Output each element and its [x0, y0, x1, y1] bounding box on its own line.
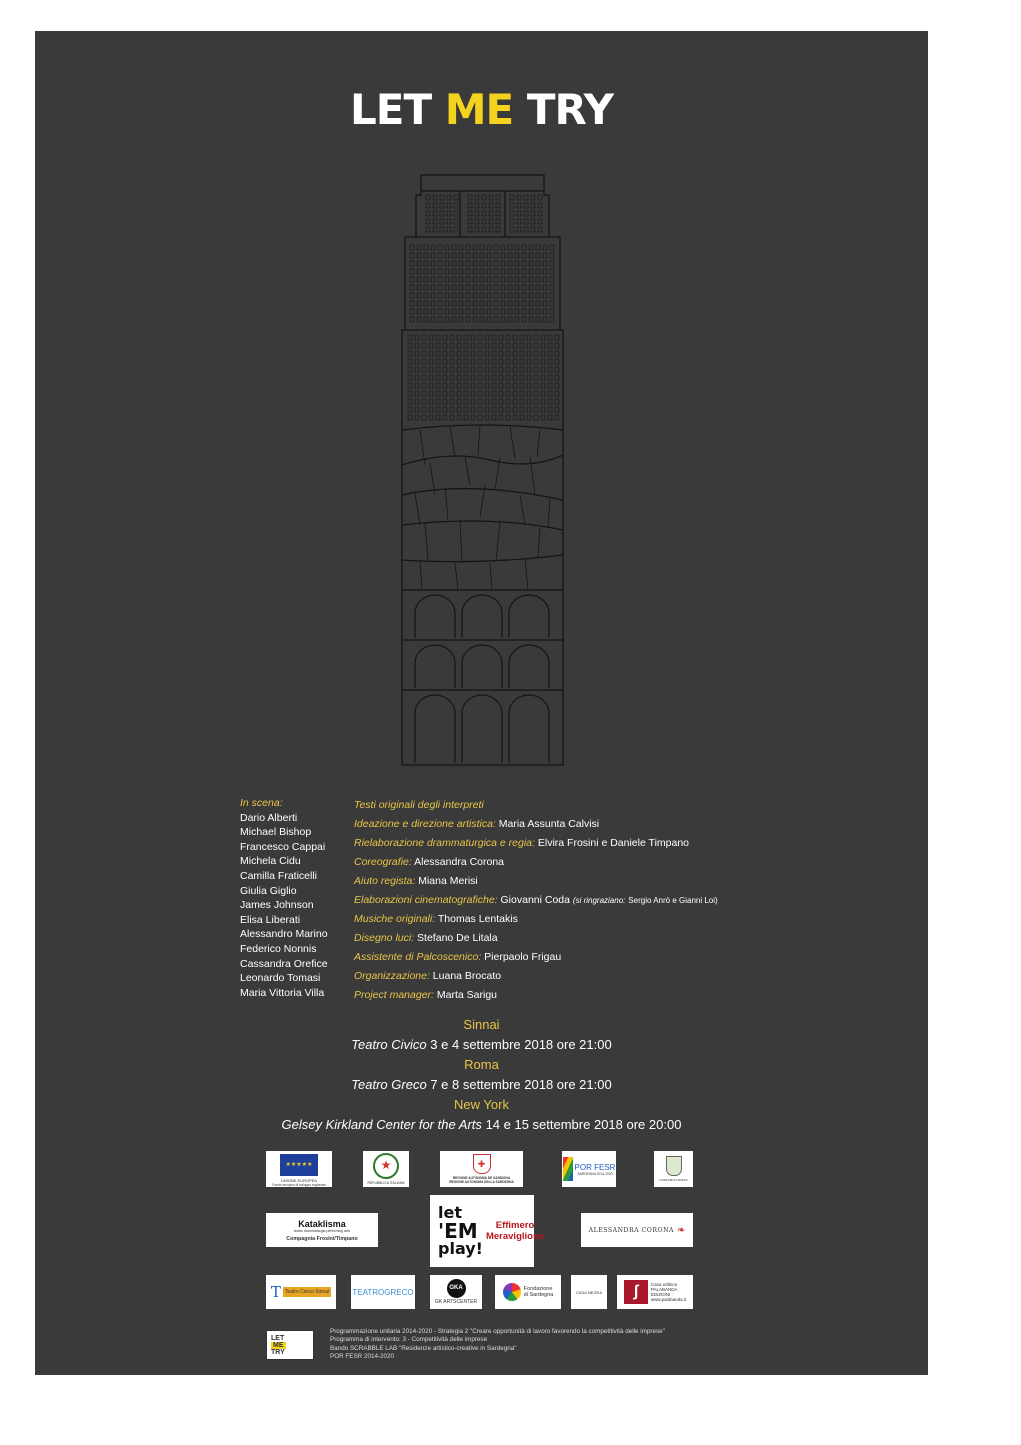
footer-line: POR FESR 2014-2020 — [330, 1353, 395, 1361]
credit-role: Aiuto regista: — [354, 874, 416, 887]
fondazione-l1: Fondazione — [523, 1286, 553, 1292]
teatro-civico-logo — [266, 1275, 336, 1309]
date-venue: Gelsey Kirkland Center for the Arts — [281, 1117, 482, 1132]
cast-name: Cassandra Orefice — [240, 957, 328, 970]
alessandra-corona-logo — [581, 1213, 693, 1247]
credits-list — [354, 796, 914, 1005]
date-when: 14 e 15 settembre 2018 ore 20:00 — [485, 1117, 682, 1132]
teatro-civico-text: Teatro Civico Sinnai — [284, 1289, 330, 1295]
credit-role: Assistente di Palcoscenico: — [354, 951, 482, 964]
credit-role: Elaborazioni cinematografiche: — [354, 893, 498, 906]
credit-name: Luana Brocato — [432, 970, 502, 983]
kataklisma-title: Kataklisma — [298, 1218, 346, 1229]
lep-effimero: Effimero — [495, 1220, 535, 1231]
repubblica-text: REPUBBLICA ITALIANA — [367, 1181, 405, 1185]
credit-row — [354, 929, 914, 948]
gka-mark-icon: GKA — [447, 1279, 466, 1298]
credit-name: Maria Assunta Calvisi — [498, 817, 600, 830]
regione-crest-icon: ✚ — [473, 1154, 491, 1174]
corona-text: ALESSANDRA CORONA — [588, 1226, 674, 1234]
credit-row — [354, 853, 914, 872]
kataklisma-sub: teatro drammaturgia performing arts — [293, 1228, 351, 1233]
date-line — [35, 1115, 928, 1135]
teatro-greco-logo — [351, 1275, 415, 1309]
regione-line2: REGIONE AUTONOMA DELLA SARDEGNA — [449, 1180, 514, 1184]
cast-name: Leonardo Tomasi — [240, 972, 321, 985]
palabanda-l1: Casa editrice — [650, 1282, 678, 1287]
title-me: ME — [444, 85, 514, 134]
lep-play: play! — [438, 1239, 483, 1258]
por-title: POR FESR — [574, 1162, 616, 1172]
emblem-icon: ★ — [373, 1153, 399, 1179]
let-em-play-logo — [430, 1195, 545, 1267]
repubblica-logo — [363, 1151, 409, 1187]
cast-heading: In scena: — [240, 797, 283, 809]
eu-line2: Fondo europeo di sviluppo regionale — [272, 1183, 326, 1187]
credit-role: Ideazione e direzione artistica: — [354, 817, 496, 830]
palabanda-logo — [617, 1275, 693, 1309]
palabanda-mark-icon: ʃ — [624, 1280, 648, 1304]
date-venue: Teatro Greco — [351, 1077, 427, 1092]
poster-title — [35, 85, 928, 134]
palabanda-l4: www.palabanda.it — [650, 1297, 687, 1302]
cast-name: Maria Vittoria Villa — [240, 986, 325, 999]
cast-name: Camilla Fraticelli — [240, 869, 318, 882]
cast-name: Alessandro Marino — [240, 928, 328, 941]
comune-crest-icon — [666, 1156, 682, 1176]
credit-row — [354, 967, 914, 986]
lep-meraviglioso: Meraviglioso — [485, 1231, 545, 1242]
cast-name: James Johnson — [240, 899, 314, 912]
tower-windows — [408, 195, 559, 420]
poster — [35, 31, 928, 1375]
credit-role: Organizzazione: — [354, 970, 430, 983]
credit-row — [354, 834, 914, 853]
credit-row — [354, 910, 914, 929]
credit-note-label: (si ringraziano: — [572, 895, 626, 905]
credit-rows — [354, 815, 914, 1005]
eu-line1: UNIONE EUROPEA — [280, 1178, 318, 1183]
credit-name: Elvira Frosini e Daniele Timpano — [537, 836, 690, 849]
eu-logo — [266, 1151, 332, 1187]
lep-let: let — [438, 1203, 462, 1222]
gka-text: GK ARTSCENTER — [434, 1299, 478, 1305]
por-sub: SARDEGNA 2014-2020 — [577, 1171, 613, 1176]
cast-name: Elisa Liberati — [240, 913, 301, 926]
por-fesr-logo — [562, 1151, 616, 1187]
palabanda-l2: PALABANDA — [650, 1287, 678, 1292]
credit-row — [354, 986, 914, 1005]
eu-flag-icon: ★★★★★ — [280, 1154, 318, 1176]
comune-logo — [654, 1151, 693, 1187]
regione-logo — [440, 1151, 523, 1187]
footer-line: Bando SCRABBLE LAB "Residenze artistico-creative in Sardegna" — [330, 1344, 517, 1352]
lmt-l3: TRY — [271, 1348, 285, 1356]
cast-name: Francesco Cappai — [240, 840, 326, 853]
cast-names — [240, 811, 350, 1001]
fondazione-l2: di Sardegna — [523, 1292, 554, 1298]
regione-line1: REGIONE AUTÒNOMA DE SARDIGNA — [452, 1176, 511, 1180]
date-when: 7 e 8 settembre 2018 ore 21:00 — [430, 1077, 612, 1092]
cast-name: Federico Nonnis — [240, 942, 317, 955]
footer-program-text — [330, 1328, 750, 1362]
credit-name: Marta Sarigu — [436, 989, 497, 1002]
lmt-l2: ME — [273, 1341, 284, 1349]
let-me-try-small-logo — [266, 1330, 314, 1360]
tower-arches — [415, 595, 549, 763]
date-line — [35, 1075, 928, 1095]
tower-illustration — [400, 165, 565, 765]
kataklisma-company: Compagnia Frosini/Timpano — [286, 1235, 358, 1242]
title-try: TRY — [526, 85, 613, 134]
footer-line: Programma di intervento: 3 - Competitività delle imprese — [330, 1336, 488, 1344]
casa-text: CASA NEGRA — [575, 1289, 602, 1295]
credit-role: Rielaborazione drammaturgica e regia: — [354, 836, 535, 849]
performance-dates — [35, 1015, 928, 1135]
cast-name: Michael Bishop — [240, 826, 312, 839]
credit-row — [354, 815, 914, 834]
casa-negra-logo — [571, 1275, 607, 1309]
fondazione-wheel-icon — [503, 1283, 521, 1301]
teatro-greco-text: TEATROGRECO — [352, 1287, 414, 1297]
credit-role: Project manager: — [354, 989, 434, 1002]
credit-role: Disegno luci: — [354, 932, 415, 945]
credit-row — [354, 872, 914, 891]
palabanda-l3: EDIZIONI — [650, 1292, 671, 1297]
footer-line: Programmazione unitaria 2014-2020 - Strategia 2 "Creare opportunità di lavoro favorendo la competitività delle imprese" — [330, 1328, 665, 1335]
teatro-civico-icon: T — [270, 1283, 281, 1301]
credit-name: Alessandra Corona — [414, 855, 505, 868]
comune-text: COMUNE DI SINNAI — [659, 1178, 688, 1182]
credits-intro: Testi originali degli interpreti — [354, 799, 484, 811]
credit-row — [354, 948, 914, 967]
credit-role: Coreografie: — [354, 855, 412, 868]
date-line — [35, 1035, 928, 1055]
date-city: Sinnai — [463, 1017, 500, 1032]
date-city: Roma — [464, 1057, 499, 1072]
cast-name: Michela Cidu — [240, 855, 301, 868]
gka-logo — [430, 1275, 482, 1309]
lmt-l1: LET — [271, 1334, 285, 1342]
cast-name: Dario Alberti — [240, 811, 298, 824]
date-when: 3 e 4 settembre 2018 ore 21:00 — [430, 1037, 612, 1052]
credit-name: Pierpaolo Frigau — [484, 951, 562, 964]
flame-icon: ❧ — [676, 1224, 686, 1236]
credit-name: Thomas Lentakis — [437, 913, 518, 926]
credit-name: Giovanni Coda — [500, 893, 570, 906]
tower-stones — [415, 425, 550, 590]
credit-note: Sergio Anrò e Gianni Loi) — [628, 895, 718, 905]
date-city: New York — [454, 1097, 509, 1112]
credit-row — [354, 891, 914, 911]
kataklisma-logo — [266, 1213, 378, 1247]
por-stripes-icon — [563, 1157, 573, 1181]
credit-name: Miana Merisi — [418, 874, 478, 887]
cast-list — [240, 796, 350, 1000]
credit-role: Musiche originali: — [354, 913, 436, 926]
title-let: LET — [350, 85, 432, 134]
cast-name: Giulia Giglio — [240, 884, 297, 897]
date-venue: Teatro Civico — [351, 1037, 427, 1052]
credit-name: Stefano De Litala — [417, 932, 498, 945]
fondazione-logo — [495, 1275, 561, 1309]
lep-em: 'EM — [438, 1219, 478, 1243]
